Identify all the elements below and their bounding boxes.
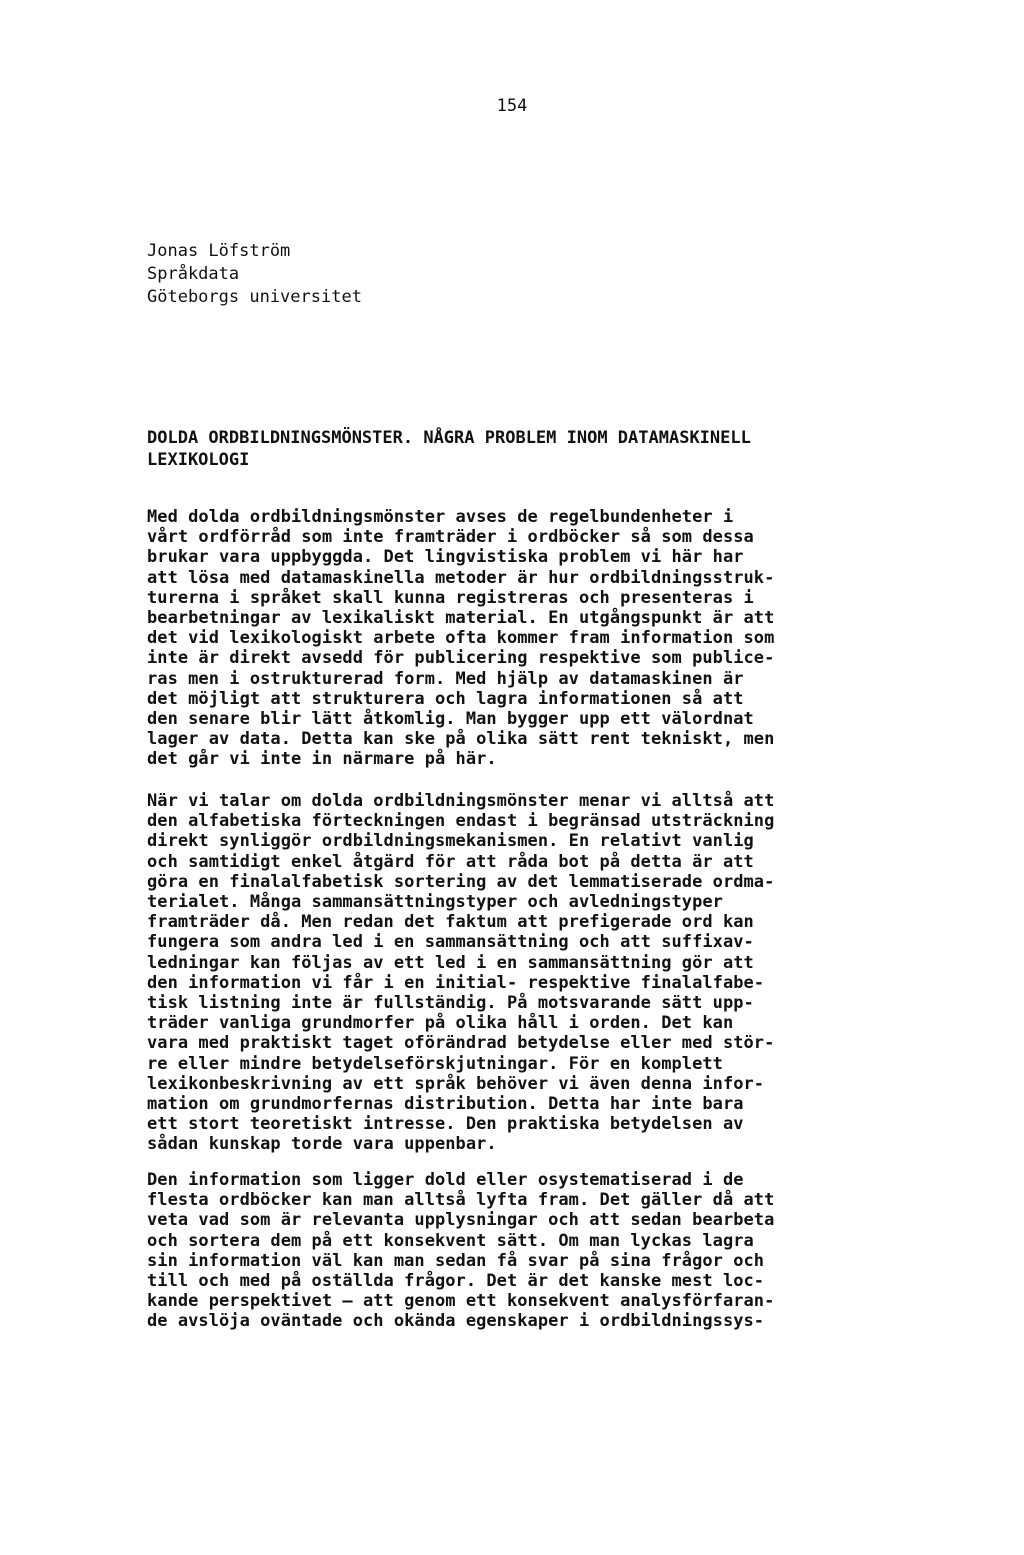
text-line: terialet. Många sammansättningstyper och avledningstyper	[147, 892, 723, 913]
text-line: vara med praktiskt taget oförändrad betydelse eller med stör-	[147, 1033, 775, 1054]
text-line: re eller mindre betydelseförskjutningar. För en komplett	[147, 1053, 723, 1074]
text-line: Den information som ligger dold eller osystematiserad i de	[147, 1170, 744, 1190]
text-line: den information vi får i en initial- respektive finalalfabe-	[147, 972, 765, 993]
text-line: Med dolda ordbildningsmönster avses de regelbundenheter i	[147, 507, 734, 527]
text-line: den senare blir lätt åtkomlig. Man bygger upp ett välordnat	[147, 709, 754, 730]
text-line: ett stort teoretiskt intresse. Den praktiska betydelsen av	[147, 1114, 744, 1135]
text-line: kande perspektivet — att genom ett konsekvent analysförfaran-	[147, 1291, 775, 1312]
text-line: det möjligt att strukturera och lagra informationen så att	[147, 688, 744, 709]
text-line: lager av data. Detta kan ske på olika sätt rent tekniskt, men	[147, 729, 775, 750]
text-line: till och med på oställda frågor. Det är det kanske mest loc-	[147, 1271, 765, 1292]
text-line: ledningar kan följas av ett led i en sammansättning gör att	[147, 952, 754, 973]
text-line: sådan kunskap torde vara uppenbar.	[147, 1134, 497, 1155]
text-line: veta vad som är relevanta upplysningar och att sedan bearbeta	[147, 1210, 775, 1231]
article-title	[147, 427, 887, 471]
text-line: fungera som andra led i en sammansättning och att suffixav-	[147, 932, 754, 953]
author-department: Språkdata	[147, 264, 240, 284]
text-line: att lösa med datamaskinella metoder är hur ordbildningsstruk-	[147, 567, 775, 588]
title-line: DOLDA ORDBILDNINGSMÖNSTER. NÅGRA PROBLEM INOM DATAMASKINELL	[147, 428, 751, 448]
text-line: göra en finalalfabetisk sortering av det lemmatiserade ordma-	[147, 871, 775, 892]
text-line: träder vanliga grundmorfer på olika håll i orden. Det kan	[147, 1013, 734, 1034]
text-line: sin information väl kan man sedan få svar på sina frågor och	[147, 1250, 765, 1271]
text-line: den alfabetiska förteckningen endast i begränsad utsträckning	[147, 811, 775, 832]
text-line: brukar vara uppbyggda. Det lingvistiska problem vi här har	[147, 547, 744, 568]
text-line: vårt ordförråd som inte framträder i ordböcker så som dessa	[147, 527, 754, 548]
text-line: framträder då. Men redan det faktum att prefigerade ord kan	[147, 912, 754, 933]
paragraph-3	[147, 1170, 907, 1332]
paragraph-1	[147, 507, 907, 770]
author-block	[147, 240, 362, 309]
page-number: 154	[496, 96, 528, 116]
text-line: turerna i språket skall kunna registreras och presenteras i	[147, 587, 754, 608]
text-line: bearbetningar av lexikaliskt material. En utgångspunkt är att	[147, 608, 775, 629]
text-line: direkt synliggör ordbildningsmekanismen. En relativt vanlig	[147, 831, 754, 852]
text-line: det går vi inte in närmare på här.	[147, 749, 497, 770]
text-line: och samtidigt enkel åtgärd för att råda bot på detta är att	[147, 851, 754, 872]
author-name: Jonas Löfström	[147, 241, 291, 261]
author-university: Göteborgs universitet	[147, 287, 362, 307]
text-line: inte är direkt avsedd för publicering respektive som publice-	[147, 648, 775, 669]
text-line: lexikonbeskrivning av ett språk behöver vi även denna infor-	[147, 1073, 765, 1094]
text-line: de avslöja oväntade och okända egenskaper i ordbildningssys-	[147, 1311, 765, 1332]
title-line: LEXIKOLOGI	[147, 450, 250, 470]
text-line: mation om grundmorfernas distribution. Detta har inte bara	[147, 1094, 744, 1115]
text-line: ras men i ostrukturerad form. Med hjälp av datamaskinen är	[147, 668, 744, 689]
paragraph-2	[147, 791, 907, 1155]
text-line: tisk listning inte är fullständig. På motsvarande sätt upp-	[147, 993, 754, 1014]
text-line: det vid lexikologiskt arbete ofta kommer fram information som	[147, 628, 775, 649]
text-line: flesta ordböcker kan man alltså lyfta fram. Det gäller då att	[147, 1190, 775, 1211]
text-line: och sortera dem på ett konsekvent sätt. Om man lyckas lagra	[147, 1230, 754, 1251]
text-line: När vi talar om dolda ordbildningsmönster menar vi alltså att	[147, 791, 775, 811]
